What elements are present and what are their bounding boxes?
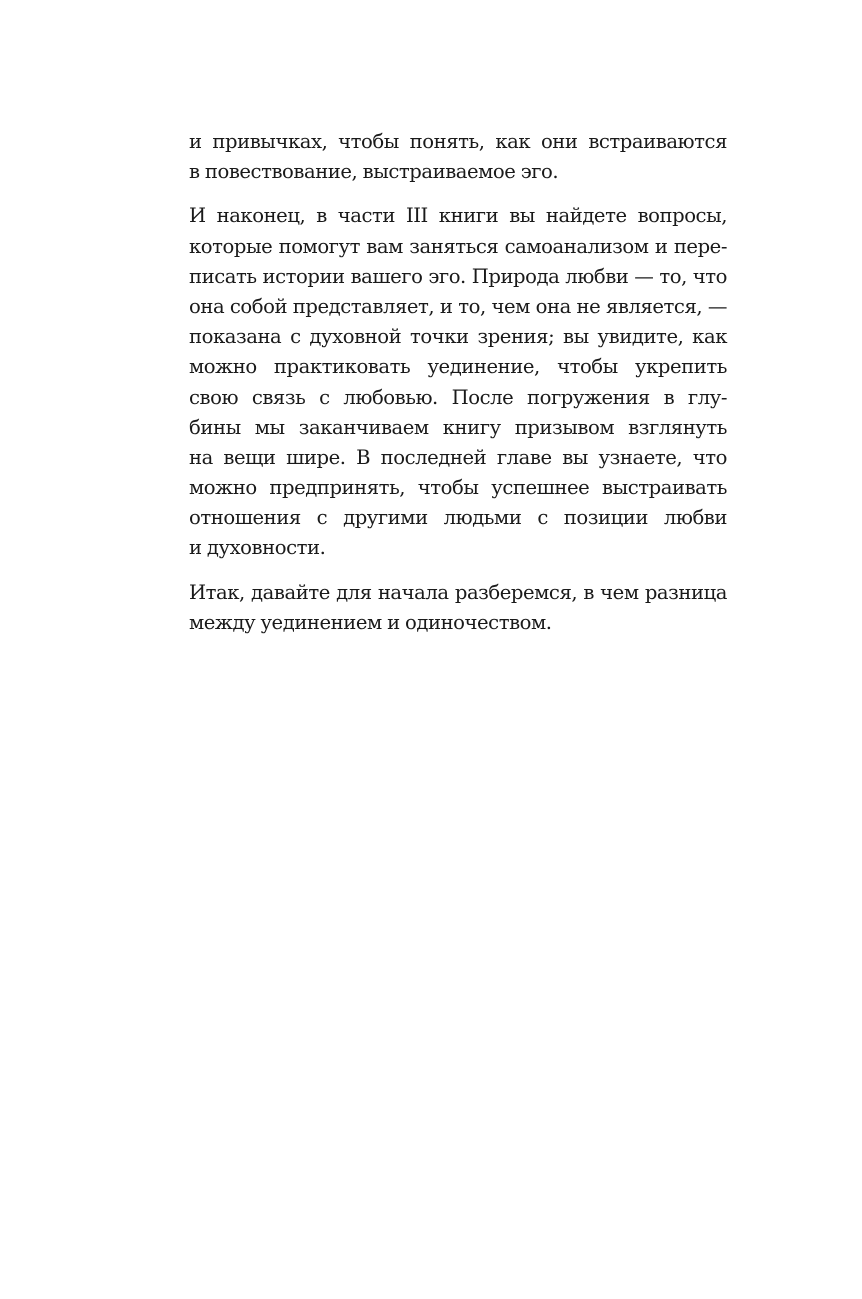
- text-line: показана с духовной точки зрения; вы увидите, как: [189, 325, 727, 349]
- text-line: и привычках, чтобы понять, как они встраиваются: [189, 130, 727, 153]
- text-line: можно практиковать уединение, чтобы укрепить: [189, 355, 727, 379]
- text-line: Итак, давайте для начала разберемся, в чем разница: [189, 580, 727, 604]
- text-line: И наконец, в части III книги вы найдете вопросы,: [189, 204, 727, 228]
- text-line: и духовности.: [189, 536, 326, 560]
- text-line: бины мы заканчиваем книгу призывом взглянуть: [189, 415, 727, 439]
- text-line: можно предпринять, чтобы успешнее выстраивать: [189, 476, 727, 500]
- paragraph-3: [189, 578, 727, 638]
- text-line: в повествование, выстраиваемое эго.: [189, 160, 559, 184]
- paragraph-1: [189, 127, 727, 187]
- text-line: между уединением и одиночеством.: [189, 610, 552, 634]
- paragraph-2: [189, 201, 727, 563]
- body-text: [189, 127, 727, 638]
- text-line: писать истории вашего эго. Природа любви — то, что: [189, 264, 727, 288]
- text-line: на вещи шире. В последней главе вы узнаете, что: [189, 445, 727, 469]
- text-line: свою связь с любовью. После погружения в глу-: [189, 385, 727, 409]
- text-line: отношения с другими людьми с позиции любви: [189, 506, 727, 530]
- text-line: она собой представляет, и то, чем она не является, —: [189, 294, 727, 318]
- text-line: которые помогут вам заняться самоанализом и пере-: [189, 234, 727, 258]
